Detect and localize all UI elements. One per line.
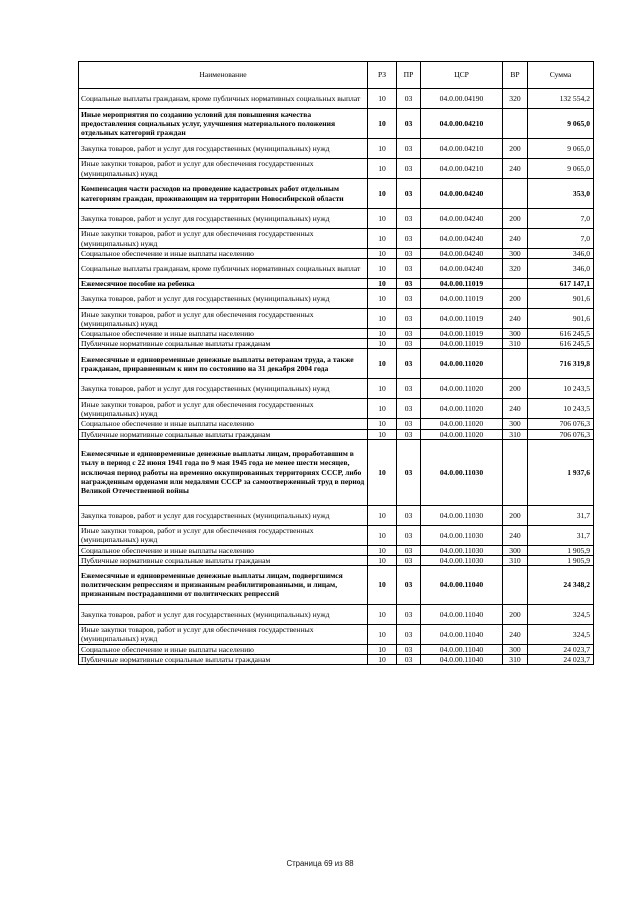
- cell-sum: 24 023,7: [528, 644, 594, 654]
- cell-name: Социальные выплаты гражданам, кроме публичных нормативных социальных выплат: [79, 89, 368, 109]
- cell-rz: 10: [368, 89, 397, 109]
- cell-vr: 200: [503, 604, 528, 624]
- cell-pr: 03: [397, 279, 421, 289]
- cell-csr: 04.0.00.04240: [421, 209, 503, 229]
- cell-csr: 04.0.00.11019: [421, 309, 503, 329]
- cell-pr: 03: [397, 624, 421, 644]
- cell-name: Иные мероприятия по созданию условий для повышения качества предоставления социальных услуг, улучшения материального положения отдельных категорий граждан: [79, 109, 368, 139]
- cell-name: Социальное обеспечение и иные выплаты населению: [79, 329, 368, 339]
- cell-sum: 9 065,0: [528, 139, 594, 159]
- cell-rz: 10: [368, 289, 397, 309]
- cell-vr: 200: [503, 505, 528, 525]
- cell-vr: 200: [503, 289, 528, 309]
- cell-name: Иные закупки товаров, работ и услуг для обеспечения государственных (муниципальных) нужд: [79, 159, 368, 179]
- cell-csr: 04.0.00.11030: [421, 439, 503, 505]
- cell-csr: 04.0.00.11040: [421, 654, 503, 664]
- table-header-row: [79, 62, 594, 89]
- table-row: [79, 259, 594, 279]
- cell-name: Публичные нормативные социальные выплаты гражданам: [79, 339, 368, 349]
- cell-rz: 10: [368, 379, 397, 399]
- cell-rz: 10: [368, 109, 397, 139]
- cell-name: Иные закупки товаров, работ и услуг для обеспечения государственных (муниципальных) нужд: [79, 399, 368, 419]
- table-row: [79, 309, 594, 329]
- cell-vr: [503, 279, 528, 289]
- cell-pr: 03: [397, 565, 421, 604]
- table-row: [79, 209, 594, 229]
- table-row: [79, 525, 594, 545]
- cell-vr: [503, 565, 528, 604]
- cell-sum: 31,7: [528, 505, 594, 525]
- table-row: [79, 89, 594, 109]
- cell-pr: 03: [397, 309, 421, 329]
- cell-csr: 04.0.00.11040: [421, 644, 503, 654]
- cell-vr: 200: [503, 139, 528, 159]
- cell-csr: 04.0.00.11020: [421, 429, 503, 439]
- cell-vr: [503, 439, 528, 505]
- cell-csr: 04.0.00.04240: [421, 179, 503, 209]
- cell-name: Иные закупки товаров, работ и услуг для обеспечения государственных (муниципальных) нужд: [79, 624, 368, 644]
- cell-rz: 10: [368, 555, 397, 565]
- header-pr: ПР: [397, 62, 421, 89]
- cell-sum: 346,0: [528, 259, 594, 279]
- cell-rz: 10: [368, 349, 397, 379]
- cell-vr: 300: [503, 419, 528, 429]
- cell-sum: 324,5: [528, 624, 594, 644]
- cell-sum: 10 243,5: [528, 379, 594, 399]
- table-row: [79, 279, 594, 289]
- cell-pr: 03: [397, 644, 421, 654]
- cell-csr: 04.0.00.04240: [421, 249, 503, 259]
- cell-pr: 03: [397, 399, 421, 419]
- cell-pr: 03: [397, 289, 421, 309]
- cell-name: Ежемесячные и единовременные денежные выплаты лицам, подвергшимся политическим репрессиям и признанным реабилитированными, и лицам, признанным пострадавшими от политических репрессий: [79, 565, 368, 604]
- cell-name: Публичные нормативные социальные выплаты гражданам: [79, 429, 368, 439]
- cell-rz: 10: [368, 624, 397, 644]
- cell-vr: 200: [503, 209, 528, 229]
- cell-name: Иные закупки товаров, работ и услуг для обеспечения государственных (муниципальных) нужд: [79, 229, 368, 249]
- cell-rz: 10: [368, 209, 397, 229]
- cell-pr: 03: [397, 259, 421, 279]
- cell-csr: 04.0.00.04210: [421, 139, 503, 159]
- cell-vr: [503, 179, 528, 209]
- table-row: [79, 349, 594, 379]
- cell-vr: 310: [503, 654, 528, 664]
- cell-pr: 03: [397, 419, 421, 429]
- table-row: [79, 429, 594, 439]
- cell-csr: 04.0.00.11020: [421, 349, 503, 379]
- cell-pr: 03: [397, 329, 421, 339]
- table-row: [79, 109, 594, 139]
- table-row: [79, 644, 594, 654]
- cell-pr: 03: [397, 339, 421, 349]
- cell-rz: 10: [368, 654, 397, 664]
- cell-name: Социальное обеспечение и иные выплаты населению: [79, 419, 368, 429]
- cell-rz: 10: [368, 139, 397, 159]
- cell-csr: 04.0.00.04240: [421, 259, 503, 279]
- cell-name: Закупка товаров, работ и услуг для государственных (муниципальных) нужд: [79, 505, 368, 525]
- table-row: [79, 229, 594, 249]
- cell-vr: 200: [503, 379, 528, 399]
- cell-pr: 03: [397, 379, 421, 399]
- cell-name: Компенсация части расходов на проведение кадастровых работ отдельным категориям граждан, проживающим на территории Новосибирской области: [79, 179, 368, 209]
- table-row: [79, 505, 594, 525]
- cell-rz: 10: [368, 229, 397, 249]
- cell-pr: 03: [397, 109, 421, 139]
- cell-vr: [503, 349, 528, 379]
- cell-name: Социальные выплаты гражданам, кроме публичных нормативных социальных выплат: [79, 259, 368, 279]
- cell-sum: 24 023,7: [528, 654, 594, 664]
- table-row: [79, 654, 594, 664]
- cell-pr: 03: [397, 209, 421, 229]
- table-row: [79, 555, 594, 565]
- cell-name: Публичные нормативные социальные выплаты гражданам: [79, 654, 368, 664]
- cell-name: Закупка товаров, работ и услуг для государственных (муниципальных) нужд: [79, 604, 368, 624]
- cell-sum: 617 147,1: [528, 279, 594, 289]
- cell-name: Ежемесячные и единовременные денежные выплаты ветеранам труда, а также гражданам, приравненным к ним по состоянию на 31 декабря 2004 года: [79, 349, 368, 379]
- cell-name: Социальное обеспечение и иные выплаты населению: [79, 249, 368, 259]
- cell-rz: 10: [368, 399, 397, 419]
- cell-vr: 320: [503, 259, 528, 279]
- cell-sum: 346,0: [528, 249, 594, 259]
- cell-rz: 10: [368, 179, 397, 209]
- cell-name: Публичные нормативные социальные выплаты гражданам: [79, 555, 368, 565]
- cell-csr: 04.0.00.11040: [421, 624, 503, 644]
- table-row: [79, 159, 594, 179]
- cell-name: Социальное обеспечение и иные выплаты населению: [79, 545, 368, 555]
- cell-sum: 616 245,5: [528, 339, 594, 349]
- header-vr: ВР: [503, 62, 528, 89]
- cell-csr: 04.0.00.11020: [421, 379, 503, 399]
- cell-vr: 310: [503, 339, 528, 349]
- cell-csr: 04.0.00.11040: [421, 565, 503, 604]
- cell-rz: 10: [368, 429, 397, 439]
- table-row: [79, 249, 594, 259]
- cell-csr: 04.0.00.11030: [421, 545, 503, 555]
- cell-vr: 240: [503, 399, 528, 419]
- cell-vr: 240: [503, 229, 528, 249]
- table-row: [79, 624, 594, 644]
- cell-pr: 03: [397, 505, 421, 525]
- cell-pr: 03: [397, 159, 421, 179]
- cell-sum: 9 065,0: [528, 109, 594, 139]
- table-row: [79, 179, 594, 209]
- cell-vr: 240: [503, 309, 528, 329]
- cell-csr: 04.0.00.11019: [421, 339, 503, 349]
- budget-table: [78, 61, 594, 665]
- cell-pr: 03: [397, 555, 421, 565]
- cell-vr: 310: [503, 429, 528, 439]
- header-sum: Сумма: [528, 62, 594, 89]
- cell-vr: 240: [503, 159, 528, 179]
- cell-csr: 04.0.00.11030: [421, 525, 503, 545]
- table-row: [79, 399, 594, 419]
- table-row: [79, 439, 594, 505]
- cell-name: Закупка товаров, работ и услуг для государственных (муниципальных) нужд: [79, 379, 368, 399]
- cell-csr: 04.0.00.11020: [421, 399, 503, 419]
- cell-vr: [503, 109, 528, 139]
- cell-csr: 04.0.00.04210: [421, 109, 503, 139]
- cell-sum: 1 905,9: [528, 545, 594, 555]
- table-row: [79, 565, 594, 604]
- cell-csr: 04.0.00.04210: [421, 159, 503, 179]
- cell-pr: 03: [397, 525, 421, 545]
- table-row: [79, 419, 594, 429]
- cell-rz: 10: [368, 565, 397, 604]
- cell-name: Ежемесячные и единовременные денежные выплаты лицам, проработавшим в тылу в период с 22 июня 1941 года по 9 мая 1945 года не менее шести месяцев, исключая период работы на временно оккупированных территориях СССР, либо награжденным орденами или медалями СССР за самоотверженный труд в период Великой Отечественной войны: [79, 439, 368, 505]
- cell-csr: 04.0.00.04190: [421, 89, 503, 109]
- cell-sum: 901,6: [528, 309, 594, 329]
- table-body: [79, 89, 594, 665]
- cell-name: Иные закупки товаров, работ и услуг для обеспечения государственных (муниципальных) нужд: [79, 525, 368, 545]
- cell-sum: 706 076,3: [528, 419, 594, 429]
- cell-vr: 240: [503, 525, 528, 545]
- cell-csr: 04.0.00.11020: [421, 419, 503, 429]
- cell-rz: 10: [368, 419, 397, 429]
- cell-pr: 03: [397, 429, 421, 439]
- cell-rz: 10: [368, 259, 397, 279]
- cell-sum: 7,0: [528, 229, 594, 249]
- cell-vr: 310: [503, 555, 528, 565]
- table-row: [79, 545, 594, 555]
- cell-sum: 353,0: [528, 179, 594, 209]
- cell-csr: 04.0.00.11019: [421, 279, 503, 289]
- cell-rz: 10: [368, 279, 397, 289]
- cell-csr: 04.0.00.11030: [421, 505, 503, 525]
- header-rz: РЗ: [368, 62, 397, 89]
- cell-name: Закупка товаров, работ и услуг для государственных (муниципальных) нужд: [79, 209, 368, 229]
- table-row: [79, 379, 594, 399]
- cell-csr: 04.0.00.04240: [421, 229, 503, 249]
- cell-pr: 03: [397, 654, 421, 664]
- cell-sum: 616 245,5: [528, 329, 594, 339]
- table-row: [79, 289, 594, 309]
- cell-name: Закупка товаров, работ и услуг для государственных (муниципальных) нужд: [79, 289, 368, 309]
- cell-sum: 324,5: [528, 604, 594, 624]
- table-row: [79, 329, 594, 339]
- cell-pr: 03: [397, 89, 421, 109]
- cell-name: Социальное обеспечение и иные выплаты населению: [79, 644, 368, 654]
- cell-sum: 1 905,9: [528, 555, 594, 565]
- cell-sum: 716 319,8: [528, 349, 594, 379]
- cell-csr: 04.0.00.11019: [421, 289, 503, 309]
- cell-pr: 03: [397, 439, 421, 505]
- cell-pr: 03: [397, 229, 421, 249]
- cell-rz: 10: [368, 525, 397, 545]
- header-name: Наименование: [79, 62, 368, 89]
- cell-sum: 1 937,6: [528, 439, 594, 505]
- cell-vr: 300: [503, 545, 528, 555]
- page-number: Страница 69 из 88: [286, 859, 354, 868]
- cell-vr: 240: [503, 624, 528, 644]
- table-row: [79, 139, 594, 159]
- cell-rz: 10: [368, 604, 397, 624]
- cell-rz: 10: [368, 644, 397, 654]
- cell-pr: 03: [397, 249, 421, 259]
- cell-sum: 9 065,0: [528, 159, 594, 179]
- cell-pr: 03: [397, 604, 421, 624]
- cell-rz: 10: [368, 505, 397, 525]
- cell-rz: 10: [368, 329, 397, 339]
- header-csr: ЦСР: [421, 62, 503, 89]
- cell-name: Ежемесячное пособие на ребенка: [79, 279, 368, 289]
- cell-sum: 31,7: [528, 525, 594, 545]
- table-row: [79, 339, 594, 349]
- cell-rz: 10: [368, 159, 397, 179]
- cell-sum: 10 243,5: [528, 399, 594, 419]
- cell-sum: 706 076,3: [528, 429, 594, 439]
- cell-name: Иные закупки товаров, работ и услуг для обеспечения государственных (муниципальных) нужд: [79, 309, 368, 329]
- cell-rz: 10: [368, 309, 397, 329]
- cell-rz: 10: [368, 249, 397, 259]
- cell-rz: 10: [368, 439, 397, 505]
- cell-vr: 300: [503, 249, 528, 259]
- table-row: [79, 604, 594, 624]
- cell-rz: 10: [368, 545, 397, 555]
- cell-pr: 03: [397, 545, 421, 555]
- cell-vr: 320: [503, 89, 528, 109]
- cell-csr: 04.0.00.11040: [421, 604, 503, 624]
- cell-vr: 300: [503, 329, 528, 339]
- cell-vr: 300: [503, 644, 528, 654]
- cell-sum: 24 348,2: [528, 565, 594, 604]
- cell-name: Закупка товаров, работ и услуг для государственных (муниципальных) нужд: [79, 139, 368, 159]
- cell-pr: 03: [397, 179, 421, 209]
- cell-pr: 03: [397, 139, 421, 159]
- cell-sum: 901,6: [528, 289, 594, 309]
- cell-rz: 10: [368, 339, 397, 349]
- cell-csr: 04.0.00.11019: [421, 329, 503, 339]
- cell-pr: 03: [397, 349, 421, 379]
- cell-sum: 7,0: [528, 209, 594, 229]
- cell-sum: 132 554,2: [528, 89, 594, 109]
- cell-csr: 04.0.00.11030: [421, 555, 503, 565]
